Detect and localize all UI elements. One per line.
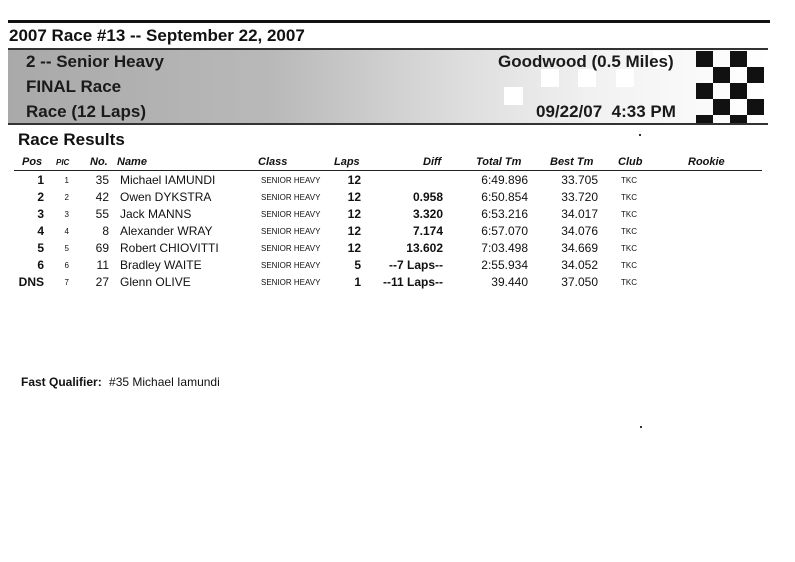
cell-pic: 1: [64, 176, 69, 185]
cell-no: 35: [95, 173, 109, 187]
cell-pic: 5: [64, 244, 69, 253]
cell-club: TKC: [621, 193, 637, 202]
cell-diff: --11 Laps--: [382, 275, 443, 289]
col-diff: Diff: [423, 156, 442, 168]
cell-class: SENIOR HEAVY: [261, 278, 321, 287]
cell-class: SENIOR HEAVY: [261, 261, 321, 270]
fast-qualifier: [21, 375, 220, 389]
cell-total: 6:49.896: [481, 173, 528, 187]
cell-pic: 3: [64, 210, 69, 219]
col-rookie: Rookie: [688, 156, 725, 168]
cell-no: 11: [96, 258, 109, 272]
cell-best: 33.720: [561, 190, 598, 204]
cell-laps: 12: [347, 190, 361, 204]
cell-diff: 0.958: [412, 190, 443, 204]
cell-pos: DNS: [18, 275, 44, 289]
cell-pos: 5: [37, 241, 44, 255]
cell-name: Owen DYKSTRA: [120, 190, 212, 204]
cell-pic: 2: [64, 193, 69, 202]
fast-qualifier-value: #35 Michael Iamundi: [109, 375, 220, 389]
class-name: 2 -- Senior Heavy: [26, 52, 164, 71]
cell-total: 6:57.070: [481, 224, 528, 238]
col-class: Class: [258, 156, 288, 168]
col-pos: Pos: [22, 156, 43, 168]
cell-pos: 1: [37, 173, 44, 187]
col-total-time: Total Tm: [476, 156, 522, 168]
cell-no: 42: [95, 190, 109, 204]
cell-diff: 13.602: [406, 241, 443, 255]
fast-qualifier-label: Fast Qualifier:: [21, 375, 102, 389]
cell-best: 34.017: [561, 207, 598, 221]
scan-speck: [640, 426, 642, 428]
cell-best: 34.052: [561, 258, 598, 272]
cell-pos: 3: [37, 207, 44, 221]
cell-no: 55: [95, 207, 109, 221]
cell-pic: 7: [64, 278, 69, 287]
scan-speck: [639, 134, 641, 136]
cell-diff: --7 Laps--: [389, 258, 443, 272]
cell-class: SENIOR HEAVY: [261, 176, 321, 185]
cell-total: 7:03.498: [481, 241, 528, 255]
cell-no: 27: [95, 275, 109, 289]
cell-best: 33.705: [561, 173, 598, 187]
cell-club: TKC: [621, 227, 637, 236]
cell-total: 39.440: [491, 275, 528, 289]
col-pic: PIC: [56, 158, 70, 167]
cell-pos: 6: [37, 258, 44, 272]
cell-club: TKC: [621, 210, 637, 219]
col-club: Club: [618, 156, 643, 168]
track-name: Goodwood (0.5 Miles): [498, 52, 674, 71]
cell-laps: 12: [347, 241, 361, 255]
cell-pos: 2: [37, 190, 44, 204]
session-name: FINAL Race: [26, 77, 122, 96]
cell-class: SENIOR HEAVY: [261, 227, 321, 236]
race-datetime: 09/22/07 4:33 PM: [536, 102, 676, 121]
cell-pic: 4: [64, 227, 69, 236]
cell-club: TKC: [621, 278, 637, 287]
cell-club: TKC: [621, 261, 637, 270]
section-title: Race Results: [18, 130, 125, 149]
col-laps: Laps: [334, 156, 360, 168]
cell-pos: 4: [37, 224, 44, 238]
cell-name: Bradley WAITE: [120, 258, 202, 272]
col-no: No.: [90, 156, 108, 168]
race-banner: [8, 48, 768, 125]
cell-no: 8: [102, 224, 109, 238]
cell-best: 34.669: [561, 241, 598, 255]
col-best-time: Best Tm: [550, 156, 594, 168]
cell-no: 69: [95, 241, 109, 255]
cell-total: 2:55.934: [481, 258, 528, 272]
cell-name: Alexander WRAY: [120, 224, 213, 238]
cell-diff: 3.320: [412, 207, 443, 221]
cell-name: Michael IAMUNDI: [120, 173, 216, 187]
cell-club: TKC: [621, 244, 637, 253]
cell-diff: 7.174: [412, 224, 443, 238]
col-name: Name: [117, 156, 147, 168]
cell-best: 34.076: [561, 224, 598, 238]
cell-laps: 5: [354, 258, 361, 272]
cell-club: TKC: [621, 176, 637, 185]
cell-best: 37.050: [561, 275, 598, 289]
race-title: 2007 Race #13 -- September 22, 2007: [9, 26, 305, 45]
header-rule: [14, 170, 762, 171]
cell-name: Robert CHIOVITTI: [120, 241, 219, 255]
cell-name: Glenn OLIVE: [120, 275, 191, 289]
cell-total: 6:53.216: [481, 207, 528, 221]
cell-total: 6:50.854: [481, 190, 528, 204]
cell-laps: 12: [347, 207, 361, 221]
cell-laps: 12: [347, 224, 361, 238]
cell-class: SENIOR HEAVY: [261, 210, 321, 219]
top-rule: [8, 20, 770, 23]
cell-class: SENIOR HEAVY: [261, 193, 321, 202]
cell-laps: 1: [354, 275, 361, 289]
cell-laps: 12: [347, 173, 361, 187]
cell-pic: 6: [64, 261, 69, 270]
cell-class: SENIOR HEAVY: [261, 244, 321, 253]
race-laps: Race (12 Laps): [26, 102, 146, 121]
cell-name: Jack MANNS: [120, 207, 192, 221]
